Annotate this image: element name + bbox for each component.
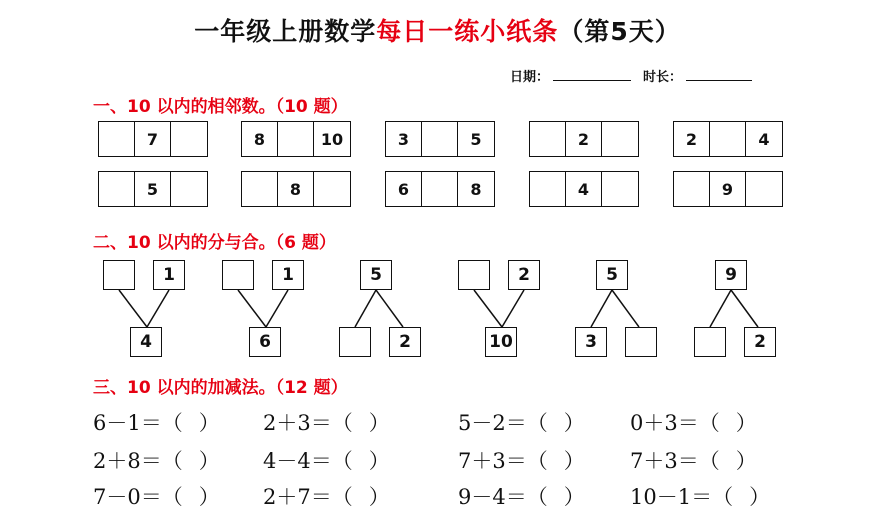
bond-answer-box[interactable] [458,260,490,290]
given-number: 8 [242,122,278,156]
given-number: 2 [674,122,710,156]
close-paren: ） [198,485,220,509]
bond-line [474,290,502,327]
close-paren: ） [198,449,220,473]
equation-text: 2＋8＝（ [93,449,183,473]
close-paren: ） [563,411,585,435]
given-number: 8 [278,172,314,206]
equation-text: 4－4＝（ [263,449,353,473]
bond-number: 5 [596,260,628,290]
answer-box[interactable] [314,172,350,206]
number-bond [458,258,548,358]
time-label: 时长： [643,70,683,85]
equation [458,481,585,511]
given-number: 6 [386,172,422,206]
close-paren: ） [368,449,390,473]
bond-line [731,290,758,327]
bond-number: 1 [272,260,304,290]
bond-number: 10 [485,327,517,357]
neighbor-group [529,171,639,207]
meta-row [510,66,752,85]
title-part3: （第5天） [558,17,681,46]
bond-number: 3 [575,327,607,357]
bond-answer-box[interactable] [625,327,657,357]
bond-line [238,290,266,327]
answer-box[interactable] [602,122,638,156]
bond-number: 4 [130,327,162,357]
close-paren: ） [735,449,757,473]
equation [93,407,220,437]
date-field[interactable] [553,80,631,81]
close-paren: ） [368,485,390,509]
answer-box[interactable] [746,172,782,206]
equation-text: 5－2＝（ [458,411,548,435]
given-number: 8 [470,179,482,199]
given-number: 4 [566,172,602,206]
equation-text: 2＋3＝（ [263,411,353,435]
answer-box[interactable] [171,122,207,156]
answer-box[interactable] [530,122,566,156]
page-title [0,12,875,48]
bond-line [502,290,524,327]
close-paren: ） [563,485,585,509]
answer-box[interactable] [530,172,566,206]
equation-text: 7＋3＝（ [630,449,720,473]
bond-line [591,290,612,327]
bond-line [710,290,731,327]
given-number: 2 [566,122,602,156]
equation-text: 9－4＝（ [458,485,548,509]
bond-number: 9 [715,260,747,290]
neighbor-group [385,121,495,157]
close-paren: ） [563,449,585,473]
bond-number: 2 [389,327,421,357]
equation [263,407,390,437]
given-number: 9 [710,172,746,206]
given-number: 7 [135,122,171,156]
bond-number: 2 [744,327,776,357]
title-part1: 一年级上册数学 [194,17,377,46]
given-number: 5 [135,172,171,206]
neighbor-group [385,171,495,207]
equation-text: 6－1＝（ [93,411,183,435]
bond-line [266,290,288,327]
given-number: 4 [758,129,770,149]
equation [263,445,390,475]
equation [458,407,585,437]
equation-text: 0＋3＝（ [630,411,720,435]
answer-box[interactable] [99,172,135,206]
section-2-heading: 二、10 以内的分与合。（6 题） [93,233,336,253]
equation [630,445,757,475]
neighbor-group [98,171,208,207]
equation-text: 7－0＝（ [93,485,183,509]
bond-answer-box[interactable] [339,327,371,357]
neighbor-group [529,121,639,157]
bond-number: 6 [249,327,281,357]
bond-line [612,290,639,327]
bond-line [147,290,169,327]
answer-box[interactable] [422,172,458,206]
section-3-heading: 三、10 以内的加减法。（12 题） [93,378,348,398]
bond-answer-box[interactable] [103,260,135,290]
equation-text: 7＋3＝（ [458,449,548,473]
section-1-heading: 一、10 以内的相邻数。（10 题） [93,97,348,117]
bond-number: 5 [360,260,392,290]
number-bond [103,258,193,358]
equation [263,481,390,511]
bond-number: 1 [153,260,185,290]
neighbor-group [673,121,783,157]
given-number: 5 [470,129,482,149]
answer-box[interactable] [99,122,135,156]
answer-box[interactable] [278,122,314,156]
equation [93,445,220,475]
time-field[interactable] [686,80,752,81]
neighbor-group [241,171,351,207]
equation-text: 2＋7＝（ [263,485,353,509]
neighbor-group [673,171,783,207]
answer-box[interactable] [710,122,746,156]
bond-line [119,290,147,327]
number-bond [339,258,429,358]
equation [630,481,770,511]
bond-number: 2 [508,260,540,290]
number-bond [222,258,312,358]
bond-line [355,290,376,327]
given-number: 10 [320,129,344,149]
equation [458,445,585,475]
answer-box[interactable] [422,122,458,156]
answer-box[interactable] [674,172,710,206]
neighbor-group [241,121,351,157]
given-number: 3 [386,122,422,156]
equation-text: 10－1＝（ [630,485,734,509]
title-part2: 每日一练小纸条 [376,17,559,46]
number-bond [575,258,665,358]
date-label: 日期： [510,70,550,85]
equation [93,481,220,511]
close-paren: ） [198,411,220,435]
answer-box[interactable] [242,172,278,206]
answer-box[interactable] [171,172,207,206]
bond-answer-box[interactable] [222,260,254,290]
close-paren: ） [368,411,390,435]
equation [630,407,757,437]
neighbor-group [98,121,208,157]
bond-line [376,290,403,327]
number-bond [694,258,784,358]
answer-box[interactable] [602,172,638,206]
close-paren: ） [735,411,757,435]
close-paren: ） [749,485,771,509]
bond-answer-box[interactable] [694,327,726,357]
